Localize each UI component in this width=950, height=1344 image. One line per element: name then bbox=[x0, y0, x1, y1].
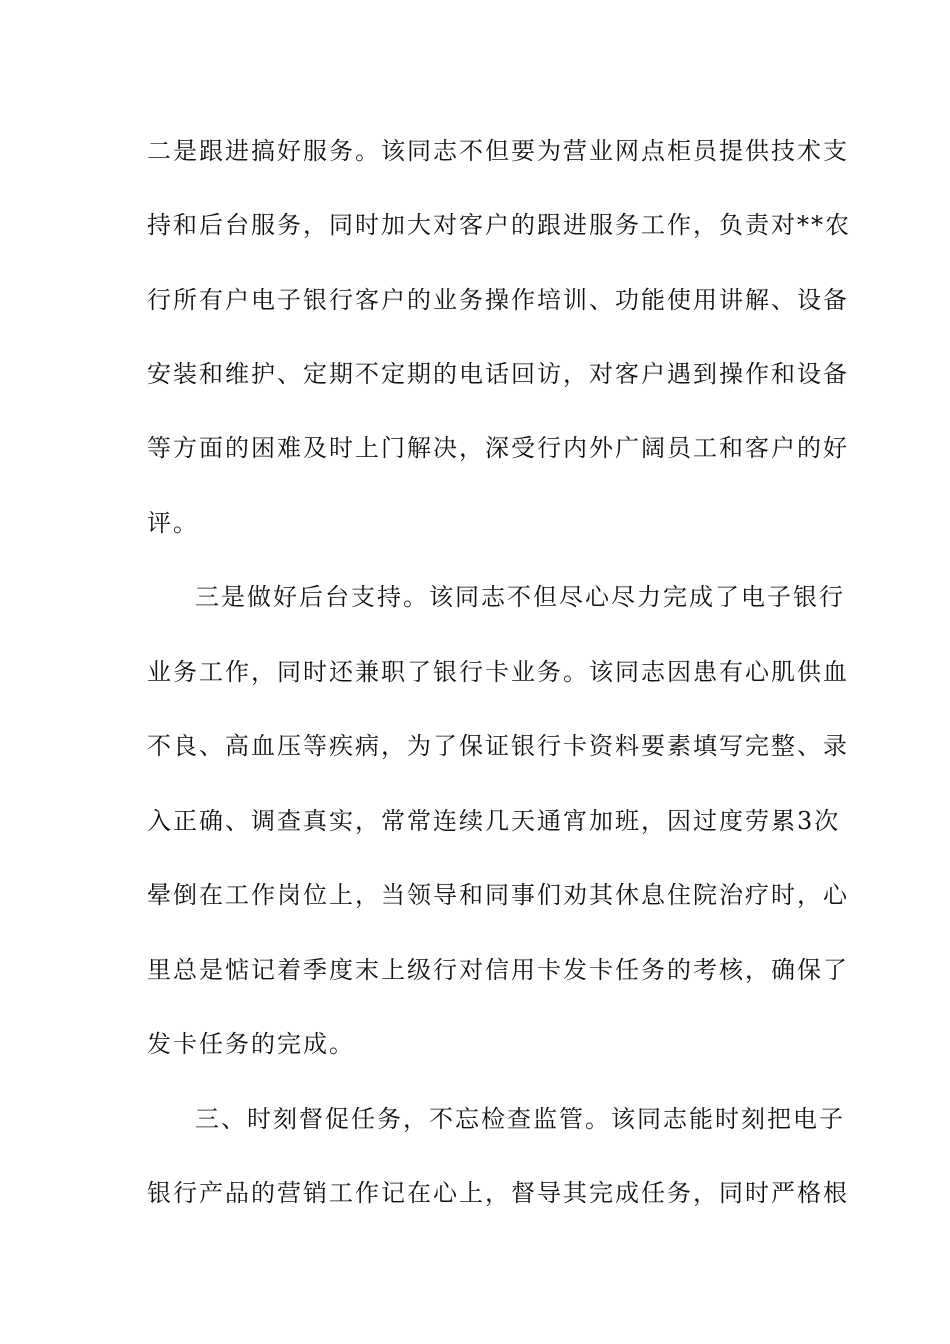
paragraph-first-line: 三是做好后台支持。该同志不但尽心尽力完成了电子银行 bbox=[195, 583, 845, 611]
text-line: 里总是惦记着季度末上级行对信用卡发卡任务的考核，确保了 bbox=[147, 956, 849, 984]
text-line: 评。 bbox=[147, 509, 199, 537]
paragraph-first-line: 三、时刻督促任务，不忘检查监管。该同志能时刻把电子 bbox=[195, 1105, 845, 1133]
text-line: 银行产品的营销工作记在心上，督导其完成任务，同时严格根 bbox=[147, 1179, 849, 1207]
text-line: 晕倒在工作岗位上，当领导和同事们劝其休息住院治疗时，心 bbox=[147, 881, 849, 909]
text-line: 等方面的困难及时上门解决，深受行内外广阔员工和客户的好 bbox=[147, 434, 849, 462]
text-line: 行所有户电子银行客户的业务操作培训、功能使用讲解、设备 bbox=[147, 286, 849, 314]
text-line: 安装和维护、定期不定期的电话回访，对客户遇到操作和设备 bbox=[147, 360, 849, 388]
text-line: 不良、高血压等疾病，为了保证银行卡资料要素填写完整、录 bbox=[147, 732, 849, 760]
text-line: 业务工作，同时还兼职了银行卡业务。该同志因患有心肌供血 bbox=[147, 658, 849, 686]
text-line: 入正确、调查真实，常常连续几天通宵加班，因过度劳累3次 bbox=[147, 807, 841, 835]
text-line: 发卡任务的完成。 bbox=[147, 1030, 355, 1058]
text-line: 二是跟进搞好服务。该同志不但要为营业网点柜员提供技术支 bbox=[147, 137, 849, 165]
text-line: 持和后台服务，同时加大对客户的跟进服务工作，负责对**农 bbox=[147, 211, 851, 239]
